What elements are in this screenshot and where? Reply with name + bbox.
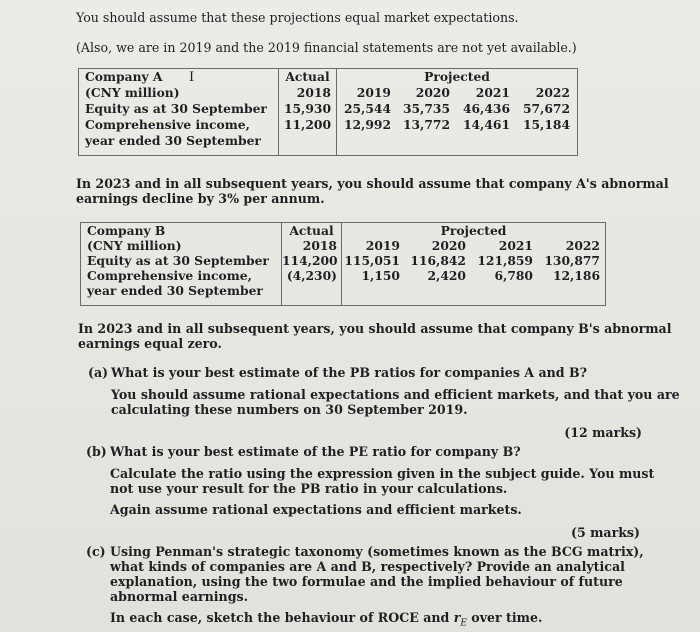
intro-line-2: (Also, we are in 2019 and the 2019 financial statements are not yet available.): [76, 40, 577, 55]
year-header: 2021: [475, 85, 510, 100]
question-b-detail-1: Calculate the ratio using the expression given in the subject guide. You must: [110, 466, 655, 481]
question-c-line-1: Using Penman's strategic taxonomy (sometimes known as the BCG matrix),: [110, 544, 644, 559]
company-a-label: Company A: [85, 69, 163, 84]
company-a-income-label-cont: year ended 30 September: [85, 133, 261, 148]
company-b-equity-label: Equity as at 30 September: [87, 253, 269, 268]
income-cell: 12,992: [343, 117, 391, 132]
income-cell: 14,461: [462, 117, 510, 132]
year-header: 2018: [302, 238, 337, 253]
projected-header: Projected: [440, 223, 507, 238]
projected-header: Projected: [424, 69, 490, 84]
year-header: 2020: [431, 238, 466, 253]
year-header: 2022: [535, 85, 570, 100]
note-a-line-2: earnings decline by 3% per annum.: [76, 191, 325, 206]
equity-cell: 35,735: [402, 101, 450, 116]
note-b-line-1: In 2023 and in all subsequent years, you should assume that company B's abnormal: [78, 321, 672, 336]
equity-cell: 116,842: [410, 253, 466, 268]
company-b-income-label-cont: year ended 30 September: [87, 283, 263, 298]
income-cell: (4,230): [286, 268, 337, 283]
year-header: 2021: [498, 238, 533, 253]
question-c-final-line: [110, 610, 542, 632]
income-cell: 15,184: [522, 117, 570, 132]
question-a-detail-1: You should assume rational expectations and efficient markets, and that you are: [111, 387, 680, 402]
question-a-text: What is your best estimate of the PB ratios for companies A and B?: [111, 365, 587, 380]
equity-cell: 115,051: [344, 253, 400, 268]
question-c-line-3: explanation, using the two formulae and the implied behaviour of future: [110, 574, 623, 589]
question-b-label: (b): [86, 444, 107, 459]
equity-cell: 114,200: [282, 253, 338, 268]
equity-cell: 57,672: [522, 101, 570, 116]
equity-cell: 25,544: [343, 101, 391, 116]
year-header: 2022: [565, 238, 600, 253]
year-header: 2020: [415, 85, 450, 100]
question-b-detail-2: not use your result for the PB ratio in your calculations.: [110, 481, 508, 496]
company-a-income-label: Comprehensive income,: [85, 117, 250, 132]
year-header: 2019: [365, 238, 400, 253]
question-c-final-prefix: In each case, sketch the behaviour of ROCE and: [110, 610, 454, 625]
equity-cell: 121,859: [477, 253, 533, 268]
question-b-text: What is your best estimate of the PE ratio for company B?: [110, 444, 521, 459]
question-c-label: (c): [86, 544, 106, 559]
income-cell: 1,150: [361, 268, 400, 283]
year-header: 2018: [296, 85, 331, 100]
question-b-detail-3: Again assume rational expectations and efficient markets.: [110, 502, 522, 517]
company-b-label: Company B: [87, 223, 166, 238]
question-a-detail-2: calculating these numbers on 30 September 2019.: [111, 402, 468, 417]
question-c-final-suffix: over time.: [466, 610, 543, 625]
equity-cell: 15,930: [283, 101, 331, 116]
income-cell: 13,772: [402, 117, 450, 132]
question-a-marks: (12 marks): [564, 425, 642, 440]
equity-cell: 130,877: [544, 253, 600, 268]
question-c-line-4: abnormal earnings.: [110, 589, 248, 604]
company-a-unit-label: (CNY million): [85, 85, 180, 100]
actual-header: Actual: [285, 69, 330, 84]
company-b-unit-label: (CNY million): [87, 238, 182, 253]
income-cell: 12,186: [552, 268, 600, 283]
question-a-label: (a): [88, 365, 109, 380]
year-header: 2019: [356, 85, 391, 100]
note-b-line-2: earnings equal zero.: [78, 336, 222, 351]
equity-cell: 46,436: [462, 101, 510, 116]
income-cell: 6,780: [494, 268, 533, 283]
note-a-line-1: In 2023 and in all subsequent years, you should assume that company A's abnormal: [76, 176, 669, 191]
r-e-symbol: $r_E$: [453, 610, 467, 629]
text-cursor-icon: I: [189, 70, 195, 85]
company-b-table: [80, 222, 606, 306]
question-b-marks: (5 marks): [570, 525, 640, 540]
company-a-table: [78, 68, 578, 156]
income-cell: 11,200: [283, 117, 331, 132]
company-a-equity-label: Equity as at 30 September: [85, 101, 267, 116]
company-b-income-label: Comprehensive income,: [87, 268, 252, 283]
actual-header: Actual: [289, 223, 334, 238]
intro-line-1: You should assume that these projections equal market expectations.: [76, 10, 519, 25]
income-cell: 2,420: [427, 268, 466, 283]
question-c-line-2: what kinds of companies are A and B, respectively? Provide an analytical: [110, 559, 625, 574]
